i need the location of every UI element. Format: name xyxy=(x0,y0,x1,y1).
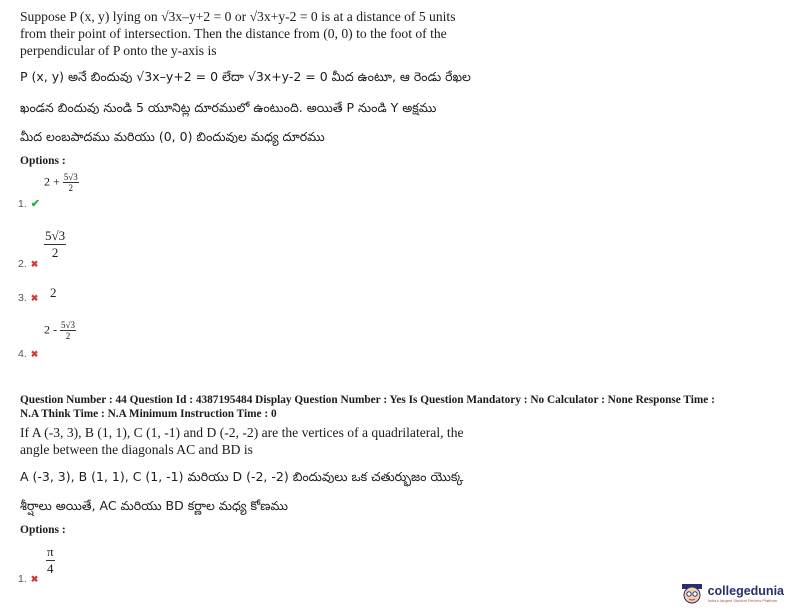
q2-options-label: Options : xyxy=(20,524,66,536)
q2-telugu-line-2: శీర్షాలు అయితే, AC మరియు BD కర్ణాల మధ్య కోణము xyxy=(20,498,288,513)
check-icon: ✔ xyxy=(30,198,40,210)
q1-text-line-2: from their point of intersection. Then the distance from (0, 0) to the foot of the xyxy=(20,26,447,41)
cross-icon: ✖ xyxy=(30,293,39,303)
q1-option-4-denominator: 2 xyxy=(60,330,76,341)
q1-option-1-number: 1. xyxy=(18,198,27,210)
q2-text-line-1: If A (-3, 3), B (1, 1), C (1, -1) and D (-2, -2) are the vertices of a quadrilateral, the xyxy=(20,425,464,440)
q1-option-2-denominator: 2 xyxy=(44,244,66,261)
q1-telugu-line-3: మీద లంబపాదము మరియు (0, 0) బిందువుల మధ్య దూరము xyxy=(20,129,325,144)
q2-option-1-number: 1. xyxy=(18,573,27,585)
q1-telugu-line-1: P (x, y) అనే బిందువు √3x–y+2 = 0 లేదా √3x+y-2 = 0 మీద ఉంటూ, ఆ రెండు రేఖల xyxy=(20,69,471,84)
q1-option-1-value xyxy=(44,172,79,193)
q1-text-line-3: perpendicular of P onto the y-axis is xyxy=(20,43,217,58)
q1-option-1-fraction xyxy=(63,172,79,193)
brand-tagline: India's largest Student Review Platform xyxy=(707,597,778,603)
question-meta-line-2: N.A Think Time : N.A Minimum Instruction Time : 0 xyxy=(20,408,277,420)
q1-option-2-numerator: 5√3 xyxy=(45,228,66,243)
q1-option-4-numerator: 5√3 xyxy=(61,320,75,330)
q1-option-2-marker xyxy=(18,254,38,272)
q2-option-1-numerator: π xyxy=(47,544,54,559)
q1-option-3-number: 3. xyxy=(18,292,27,304)
q1-option-2-number: 2. xyxy=(18,258,27,270)
q1-option-2-fraction xyxy=(44,228,66,261)
q1-option-1-denominator: 2 xyxy=(63,182,79,193)
q1-option-4-marker xyxy=(18,344,38,362)
q1-option-2-value xyxy=(44,228,66,261)
q1-option-4-value xyxy=(44,320,76,341)
q2-option-1-fraction xyxy=(46,544,55,577)
q1-telugu-line-2: ఖండన బిందువు నుండి 5 యూనిట్ల దూరములో ఉంటుంది. అయితే P నుండి Y అక్షము xyxy=(20,100,437,115)
q1-option-4-prefix: 2 - xyxy=(44,322,57,337)
q2-telugu-line-1: A (-3, 3), B (1, 1), C (1, -1) మరియు D (-2, -2) బిందువులు ఒక చతుర్భుజం యొక్క xyxy=(20,469,464,484)
question-meta-line-1: Question Number : 44 Question Id : 4387195484 Display Question Number : Yes Is Question Mandatory : No Calculator : None Response Time : xyxy=(20,394,715,406)
mascot-icon xyxy=(680,582,704,604)
cross-icon: ✖ xyxy=(30,349,39,359)
q2-option-1-value xyxy=(46,544,55,577)
cross-icon: ✖ xyxy=(30,259,39,269)
q1-text-line-1: Suppose P (x, y) lying on √3x–y+2 = 0 or √3x+y-2 = 0 is at a distance of 5 units xyxy=(20,9,456,24)
cross-icon: ✖ xyxy=(30,574,39,584)
q1-options-label: Options : xyxy=(20,155,66,167)
q1-option-4-fraction xyxy=(60,320,76,341)
q2-option-1-denominator: 4 xyxy=(47,561,54,576)
q1-option-4-number: 4. xyxy=(18,348,27,360)
q1-option-1-prefix: 2 + xyxy=(44,174,60,189)
q1-option-1-numerator: 5√3 xyxy=(63,172,78,182)
collegedunia-logo xyxy=(680,582,784,604)
brand-name: collegedunia xyxy=(707,583,784,598)
q1-option-3-marker xyxy=(18,288,38,306)
brand-text-block xyxy=(708,584,784,603)
q2-option-1-marker xyxy=(18,569,38,587)
q1-option-1-marker xyxy=(18,194,40,212)
q1-option-3-value: 2 xyxy=(50,285,57,300)
q2-text-line-2: angle between the diagonals AC and BD is xyxy=(20,442,253,457)
